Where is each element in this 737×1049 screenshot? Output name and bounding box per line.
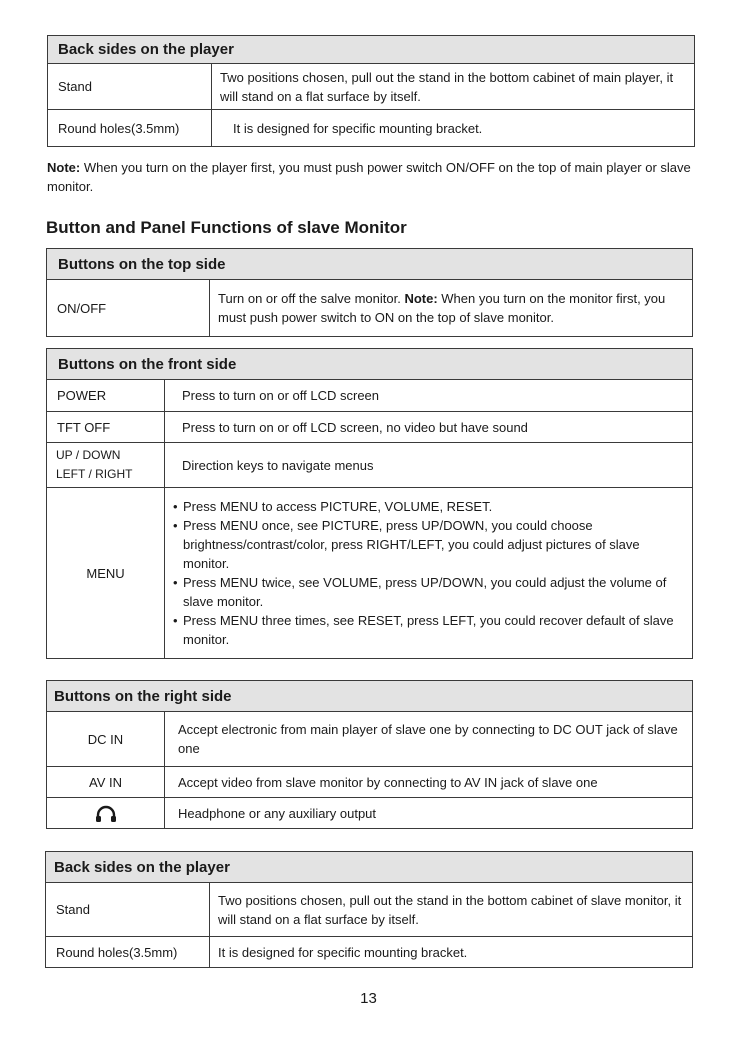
row-description: Accept electronic from main player of slave one by connecting to DC OUT jack of slave one: [165, 712, 693, 767]
row-label: Round holes(3.5mm): [46, 937, 210, 968]
table-header: Back sides on the player: [46, 852, 693, 883]
row-description: Turn on or off the salve monitor. Note: When you turn on the monitor first, you must push power switch to ON on the top of slave monitor.: [210, 280, 693, 337]
list-item: • Press MENU three times, see RESET, press LEFT, you could recover default of slave monitor.: [173, 611, 684, 649]
note-paragraph: [47, 158, 699, 196]
row-label: AV IN: [47, 767, 165, 798]
row-description: Two positions chosen, pull out the stand in the bottom cabinet of main player, it will stand on a flat surface by itself.: [212, 64, 695, 110]
list-item: • Press MENU twice, see VOLUME, press UP/DOWN, you could adjust the volume of slave monitor.: [173, 573, 684, 611]
row-description: Accept video from slave monitor by connecting to AV IN jack of slave one: [165, 767, 693, 798]
row-description: Two positions chosen, pull out the stand in the bottom cabinet of slave monitor, it will stand on a flat surface by itself.: [210, 883, 693, 937]
top-side-buttons-table: [46, 248, 693, 337]
table-header: Buttons on the front side: [47, 349, 693, 380]
table-header: Buttons on the right side: [47, 681, 693, 712]
row-label: POWER: [47, 380, 165, 412]
list-item: • Press MENU once, see PICTURE, press UP/DOWN, you could choose brightness/contrast/color, press RIGHT/LEFT, you could adjust pictures of slave monitor.: [173, 516, 684, 573]
row-description: Direction keys to navigate menus: [165, 443, 693, 488]
row-label: Stand: [48, 64, 212, 110]
row-description: Press to turn on or off LCD screen: [165, 380, 693, 412]
menu-instructions: [165, 488, 693, 659]
right-side-buttons-table: [46, 680, 693, 829]
section-heading: Button and Panel Functions of slave Monitor: [46, 218, 407, 237]
row-label: [47, 798, 165, 829]
row-label: UP / DOWN LEFT / RIGHT: [47, 443, 165, 488]
row-label: DC IN: [47, 712, 165, 767]
table-header: Buttons on the top side: [47, 249, 693, 280]
top-back-sides-table: [47, 35, 695, 147]
table-header: Back sides on the player: [48, 36, 695, 64]
row-description: Headphone or any auxiliary output: [165, 798, 693, 829]
row-label: ON/OFF: [47, 280, 210, 337]
headphone-icon: [95, 805, 117, 823]
bottom-back-sides-table: [45, 851, 693, 968]
row-label: MENU: [47, 488, 165, 659]
page-number: 13: [360, 990, 377, 1007]
front-side-buttons-table: [46, 348, 693, 659]
list-item: • Press MENU to access PICTURE, VOLUME, RESET.: [173, 497, 684, 516]
row-label: Stand: [46, 883, 210, 937]
note-text: When you turn on the player first, you must push power switch ON/OFF on the top of main player or slave monitor.: [47, 160, 691, 194]
note-label: Note:: [47, 160, 81, 175]
row-label: Round holes(3.5mm): [48, 110, 212, 147]
row-label: TFT OFF: [47, 412, 165, 443]
row-description: It is designed for specific mounting bracket.: [210, 937, 693, 968]
row-description: Press to turn on or off LCD screen, no video but have sound: [165, 412, 693, 443]
row-description: It is designed for specific mounting bracket.: [212, 110, 695, 147]
